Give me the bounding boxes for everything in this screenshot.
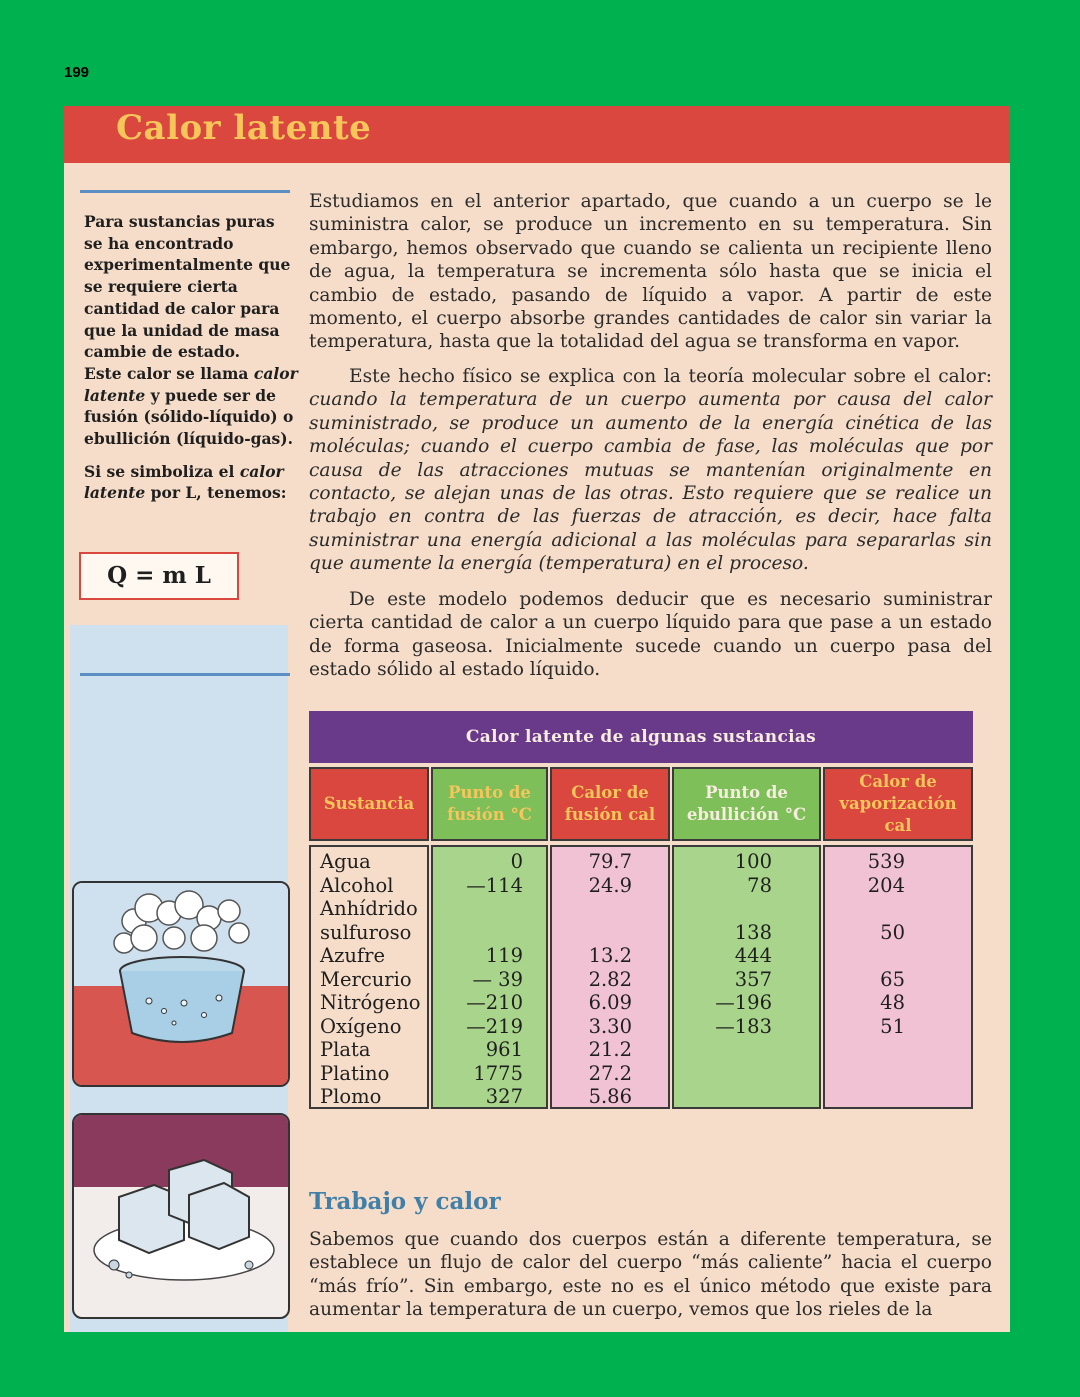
table-cell: 6.09 — [588, 991, 632, 1014]
table-cell: Anhídrido — [320, 897, 418, 920]
table-cell: Plomo — [320, 1085, 382, 1108]
values-punto-fusion — [431, 850, 523, 1109]
table-cell: —196 — [715, 991, 772, 1014]
note-name-c: y puede ser de fusión (sólido-líquido) o ebullición (líquido-gas). — [84, 385, 294, 449]
textbook-page — [64, 106, 1010, 1332]
header-calor-vaporizacion: Calor de vaporización cal — [823, 767, 973, 841]
boiling-water-illustration — [72, 881, 290, 1087]
paragraph-2 — [309, 365, 992, 576]
table-cell: —219 — [466, 1014, 523, 1038]
header-punto-fusion: Punto de fusión °C — [431, 767, 548, 841]
table-cell: 21.2 — [588, 1038, 632, 1061]
table-cell: 24.9 — [588, 873, 632, 897]
header-sustancia: Sustancia — [309, 767, 429, 841]
paragraph-2-intro: Este hecho físico se explica con la teoría molecular sobre el calor: — [349, 366, 992, 387]
table-cell: 444 — [734, 944, 772, 967]
table-cell: 138 — [734, 920, 772, 944]
table-cell: 961 — [485, 1038, 523, 1061]
table-cell: Plata — [320, 1038, 371, 1061]
table-cell — [823, 944, 905, 968]
table-cell — [431, 897, 523, 921]
paragraph-2-italic: cuando la temperatura de un cuerpo aumenta por causa del calor suministrado, se produce un aumento de la energía cinética de las moléculas; cuando el cuerpo cambia de fase, las moléculas que por causa de las atracciones mutuas se mantenían originalmente en contacto, se alejan unas de las otras. Esto requiere que se realice un trabajo en contra de las fuerzas de atracción, es decir, hace falta suministrar una energía adicional a las moléculas para separarlas sin que aumente la energía (temperatura) en el proceso. — [309, 389, 992, 575]
table-title: Calor latente de algunas sustancias — [309, 711, 973, 763]
table-cell: Alcohol — [320, 873, 394, 897]
formula-box: Q = m L — [79, 552, 239, 600]
table-cell: Agua — [320, 850, 371, 873]
table-cell: 65 — [880, 967, 905, 991]
beaker-of-boiling-water-icon — [74, 883, 288, 1085]
table-cell — [550, 897, 632, 921]
table-cell: 539 — [867, 850, 905, 873]
table-cell: 13.2 — [588, 944, 632, 967]
table-cell: 78 — [747, 873, 772, 897]
table-cell: 5.86 — [588, 1085, 632, 1108]
table-cell — [823, 1038, 905, 1062]
note-symbol-c: por L, tenemos: — [145, 483, 287, 503]
table-cell — [672, 1038, 772, 1062]
values-calor-fusion — [550, 850, 632, 1109]
table-cell: 27.2 — [588, 1061, 632, 1085]
table-cell: 357 — [734, 967, 772, 991]
paragraph-3-text: De este modelo podemos deducir que es necesario suministrar cierta cantidad de calor a un cuerpo líquido para que pase a un estado de forma gaseosa. Inicialmente sucede cuando un cuerpo pasa del estado sólido al estado líquido. — [309, 589, 992, 681]
paragraph-3 — [309, 588, 992, 682]
note-symbol-a: Si se simboliza el — [84, 461, 240, 481]
table-cell: —210 — [466, 991, 523, 1014]
header-punto-ebullicion: Punto de ebullición °C — [672, 767, 821, 841]
table-cell: 79.7 — [588, 850, 632, 873]
table-cell: 50 — [880, 920, 905, 944]
table-cell — [431, 921, 523, 945]
table-cell: 48 — [880, 991, 905, 1014]
table-cell — [823, 1085, 905, 1109]
divider — [80, 190, 290, 193]
paragraph-1 — [309, 190, 992, 354]
table-cell: —183 — [715, 1014, 772, 1038]
page-number: 199 — [64, 64, 90, 81]
table-cell: 51 — [880, 1014, 905, 1038]
melting-ice-illustration — [72, 1113, 290, 1319]
values-sustancia — [320, 850, 428, 1109]
table-cell — [672, 1085, 772, 1109]
section-2-body — [309, 1228, 992, 1322]
table-cell: 119 — [485, 944, 523, 967]
note-definition: Para sustancias puras se ha encontrado experimentalmente que se requiere cierta cantidad de calor para que la unidad de masa cambie de estado. — [84, 212, 291, 362]
note-name-b: calor latente — [84, 363, 298, 405]
table-cell: sulfuroso — [320, 920, 412, 944]
title-bar — [64, 106, 1010, 163]
values-calor-vaporizacion — [823, 850, 905, 1109]
table-cell — [672, 1062, 772, 1086]
header-calor-fusion: Calor de fusión cal — [550, 767, 670, 841]
table-cell — [823, 1062, 905, 1086]
values-punto-ebullicion — [672, 850, 772, 1109]
table-cell: Oxígeno — [320, 1014, 402, 1038]
table-cell: 0 — [510, 850, 523, 873]
note-name-a: Este calor se llama — [84, 363, 254, 383]
page-title: Calor latente — [116, 108, 372, 148]
paragraph-1-text: Estudiamos en el anterior apartado, que cuando a un cuerpo se le suministra calor, se produce un incremento en su temperatura. Sin embargo, hemos observado que cuando se calienta un recipiente lleno de agua, la temperatura se incrementa sólo hasta que se inicia el cambio de estado, pasando de líquido a vapor. A partir de este momento, el cuerpo absorbe grandes cantidades de calor sin variar la temperatura, hasta que la totalidad del agua se transforma en vapor. — [309, 191, 992, 353]
section-2-heading: Trabajo y calor — [309, 1188, 501, 1215]
table-cell: 2.82 — [588, 967, 632, 991]
section-2-text: Sabemos que cuando dos cuerpos están a diferente temperatura, se establece un flujo de calor del cuerpo “más caliente” hacia el cuerpo “más frío”. Sin embargo, este no es el único método que existe para aumentar la temperatura de un cuerpo, vemos que los rieles de la — [309, 1229, 992, 1321]
table-cell: Nitrógeno — [320, 991, 421, 1014]
table-cell: Mercurio — [320, 967, 412, 991]
sidebar-note — [84, 211, 298, 504]
table-cell: 327 — [485, 1085, 523, 1108]
table-cell — [672, 897, 772, 921]
melting-ice-cubes-icon — [74, 1115, 288, 1317]
table-cell — [550, 921, 632, 945]
table-cell: 1775 — [473, 1061, 523, 1085]
table-cell: Azufre — [320, 944, 385, 967]
table-cell: 3.30 — [588, 1014, 632, 1038]
note-symbol-b: calor latente — [84, 461, 284, 503]
table-cell: Platino — [320, 1061, 390, 1085]
table-cell: 204 — [867, 873, 905, 897]
table-cell: 100 — [734, 850, 772, 873]
table-cell: —114 — [466, 873, 523, 897]
divider — [80, 673, 290, 676]
table-cell: — 39 — [472, 967, 523, 991]
table-cell — [823, 897, 905, 921]
